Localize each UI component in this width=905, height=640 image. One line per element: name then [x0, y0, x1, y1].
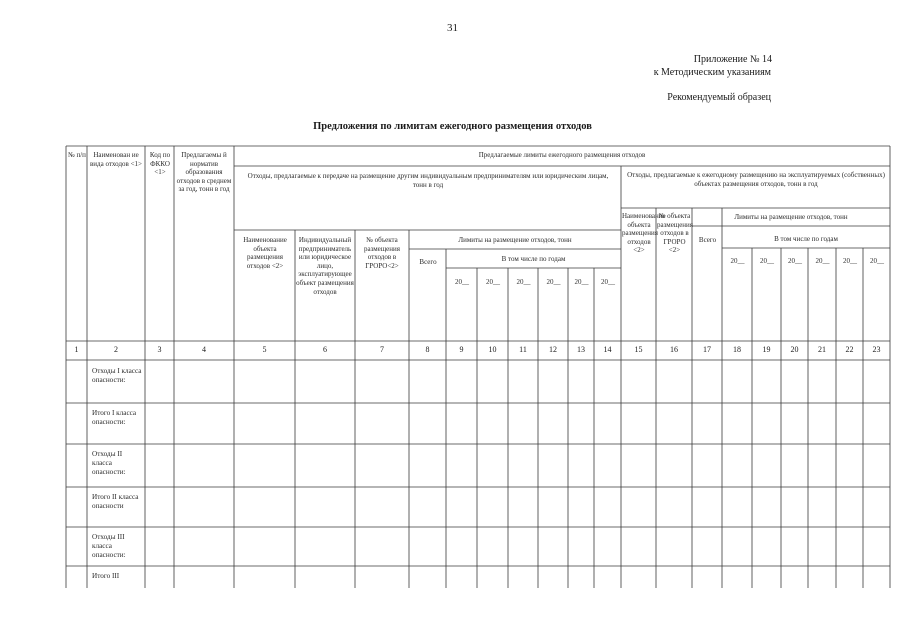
column-number: 9 [459, 345, 464, 354]
table-row-label: Итого II класса опасности [92, 493, 139, 510]
year-cell: 20__ [516, 278, 531, 286]
header-total-own: Всего [698, 236, 717, 244]
column-number: 11 [519, 345, 527, 354]
year-cell: 20__ [870, 257, 884, 265]
year-cell: 20__ [546, 278, 561, 286]
column-number: 3 [157, 345, 162, 354]
column-number: 7 [380, 345, 384, 354]
header-entrepreneur: Индивидуальный предприниматель или юридическое лицо, эксплуатирующее объект размещения отходов [296, 236, 354, 296]
column-number: 1 [74, 345, 79, 354]
column-number: 21 [818, 345, 826, 354]
header-num: № п/п [68, 151, 86, 159]
column-number: 2 [114, 345, 118, 354]
table-row-label: Итого III [92, 572, 120, 580]
column-number: 17 [703, 345, 711, 354]
page-number: 31 [447, 22, 458, 34]
column-number: 16 [670, 345, 678, 354]
header-own-groro-num: № объекта размещения отходов в ГРОРО <2> [657, 212, 694, 255]
header-groro-num: № объекта размещения отходов в ГРОРО<2> [363, 236, 401, 270]
column-number: 15 [634, 345, 643, 354]
column-number: 4 [202, 345, 206, 354]
year-cell: 20__ [574, 278, 589, 286]
header-by-years-own: В том числе по годам [774, 235, 838, 243]
year-cell: 20__ [455, 278, 469, 286]
column-number: 10 [488, 345, 497, 354]
header-own-facility-name: Наименование объекта размещения отходов <2> [622, 212, 666, 255]
header-standard: Предлагаемы й норматив образования отходов в среднем за год, тонн в год [176, 151, 232, 194]
year-cell: 20__ [843, 257, 857, 265]
column-number: 8 [425, 345, 430, 354]
document-title: Предложения по лимитам ежегодного размещения отходов [313, 121, 592, 132]
column-number: 19 [762, 345, 771, 354]
header-facility-name: Наименование объекта размещения отходов <2> [243, 236, 287, 270]
column-number: 6 [323, 345, 327, 354]
year-cell: 20__ [601, 278, 615, 286]
column-number: 5 [262, 345, 267, 354]
appendix-title: Приложение № 14 [693, 54, 772, 65]
table-row-label: Отходы II класса опасности: [92, 450, 126, 476]
year-cell: 20__ [730, 257, 745, 265]
column-number: 22 [845, 345, 854, 354]
year-cell: 20__ [788, 257, 802, 265]
column-number: 23 [872, 345, 881, 354]
header-by-years: В том числе по годам [501, 255, 566, 263]
header-waste-type: Наименован ие вида отходов <1> [90, 151, 142, 168]
header-proposed-limits: Предлагаемые лимиты ежегодного размещения отходов [478, 151, 646, 159]
header-total: Всего [419, 258, 437, 266]
column-number: 12 [549, 345, 557, 354]
appendix-subtitle: к Методическим указаниям [653, 67, 771, 78]
year-cell: 20__ [486, 278, 500, 286]
sample-label: Рекомендуемый образец [667, 92, 771, 103]
table-row-label: Отходы I класса опасности: [92, 367, 142, 384]
header-fkko: Код по ФККО <1> [149, 151, 171, 177]
year-cell: 20__ [760, 257, 774, 265]
table-row-label: Отходы III класса опасности: [92, 533, 126, 559]
column-number: 13 [577, 345, 585, 354]
table-row-label: Итого I класса опасности: [92, 409, 137, 426]
header-limits-own: Лимиты на размещение отходов, тонн [734, 213, 848, 221]
header-own-group: Отходы, предлагаемые к ежегодному размещению на эксплуатируемых (собственных) объектах размещения отходов, тонн в год [627, 171, 885, 188]
header-limits-transfer: Лимиты на размещение отходов, тонн [458, 236, 572, 244]
column-number: 18 [733, 345, 741, 354]
column-number: 14 [603, 345, 612, 354]
column-number: 20 [790, 345, 799, 354]
year-cell: 20__ [815, 257, 830, 265]
header-transfer-group: Отходы, предлагаемые к передаче на размещение другим индивидуальным предпринимателям или юридическим лицам, тонн в год [247, 172, 609, 189]
